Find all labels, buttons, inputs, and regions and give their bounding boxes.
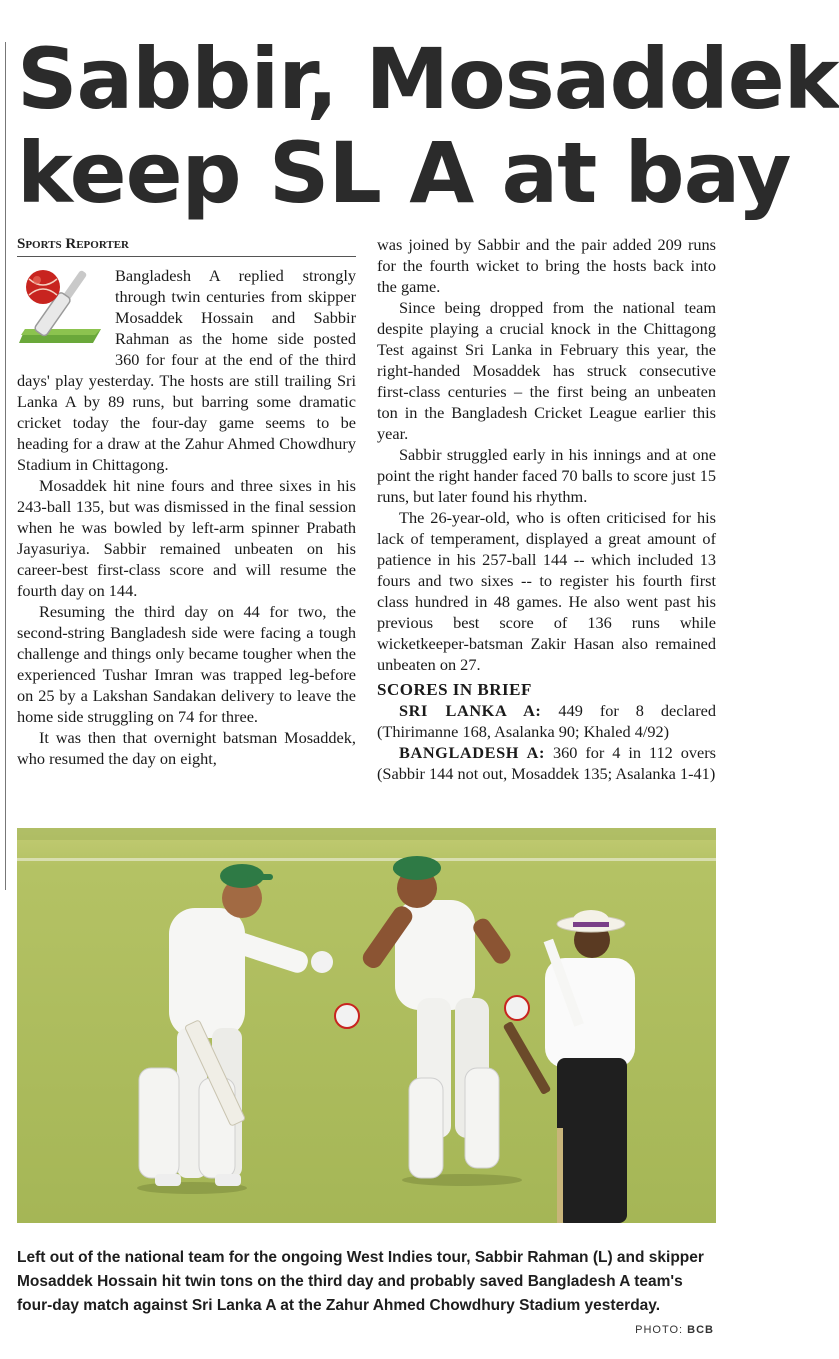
paragraph: was joined by Sabbir and the pair added 209 runs for the fourth wicket to bring the hosts back into the game. [377, 235, 716, 296]
score-line-bangladesh [377, 742, 716, 784]
headline [17, 30, 839, 222]
article-column-left [17, 234, 356, 769]
cricketers-illustration [17, 828, 716, 1223]
paragraph: Resuming the third day on 44 for two, the second-string Bangladesh side were facing a tough challenge and things only became tougher when the experienced Tushar Imran was trapped leg-before on 25 by a Lakshan Sandakan delivery to leave the home side struggling on 74 for three. [17, 602, 356, 726]
credit-label: PHOTO: [635, 1324, 684, 1336]
paragraph: It was then that overnight batsman Mosaddek, who resumed the day on eight, [17, 728, 356, 768]
article-column-right [377, 234, 716, 784]
cricket-icon [17, 265, 109, 357]
score-team: SRI LANKA A: [399, 701, 542, 720]
paragraph: Mosaddek hit nine fours and three sixes in his 243-ball 135, but was dismissed in the final session when he was bowled by left-arm spinner Prabath Jayasuriya. Sabbir remained unbeaten on his career-best first-class score and will resume the fourth day on 144. [17, 476, 356, 600]
scores-title: SCORES IN BRIEF [377, 680, 532, 699]
score-detail: 360 for 4 in 112 overs (Sabbir 144 not out, Mosaddek 135; Asalanka 1-41) [377, 743, 716, 783]
score-detail: 449 for 8 declared (Thirimanne 168, Asalanka 90; Khaled 4/92) [377, 701, 717, 741]
headline-line-2: keep SL A at bay [17, 124, 791, 222]
paragraph: Sabbir struggled early in his innings and at one point the right hander faced 70 balls to score just 15 runs, but later found his rhythm. [377, 445, 716, 506]
score-team: BANGLADESH A: [399, 743, 546, 762]
column-rule [5, 42, 6, 890]
paragraph: Since being dropped from the national team despite playing a crucial knock in the Chittagong Test against Sri Lanka in February this year, the right-handed Mosaddek has struck consecutive first-class centuries – the first being an unbeaten ton in the Bangladesh Cricket League earlier this year. [377, 298, 716, 443]
credit-source: BCB [687, 1324, 714, 1336]
score-line-sri-lanka [377, 700, 716, 742]
headline-line-1: Sabbir, Mosaddek [17, 30, 839, 128]
photo-caption: Left out of the national team for the ongoing West Indies tour, Sabbir Rahman (L) and skipper Mosaddek Hossain hit twin tons on the third day and probably saved Bangladesh A team's four-day match against Sri Lanka A at the Zahur Ahmed Chowdhury Stadium yesterday. [17, 1249, 704, 1314]
paragraph: Bangladesh A replied strongly through twin centuries from skipper Mosaddek Hossain and Sabbir Rahman as the home side posted 360 for four at the end of the third days' play yesterday. The hosts are still trailing Sri Lanka A by 89 runs, but barring some dramatic cricket today the four-day game seems to be heading for a draw at the Zahur Ahmed Chowdhury Stadium in Chittagong. [17, 266, 356, 474]
photo-credit [635, 1324, 714, 1336]
paragraph: The 26-year-old, who is often criticised for his lack of temperament, displayed a great amount of patience in his 257-ball 144 -- which included 13 fours and two sixes -- to register his fourth first class hundred in 48 games. He also went past his previous best score of 136 runs while wicketkeeper-batsman Zakir Hasan also remained unbeaten on 27. [377, 508, 716, 674]
byline: Sports Reporter [17, 234, 356, 257]
match-photo [17, 828, 716, 1223]
